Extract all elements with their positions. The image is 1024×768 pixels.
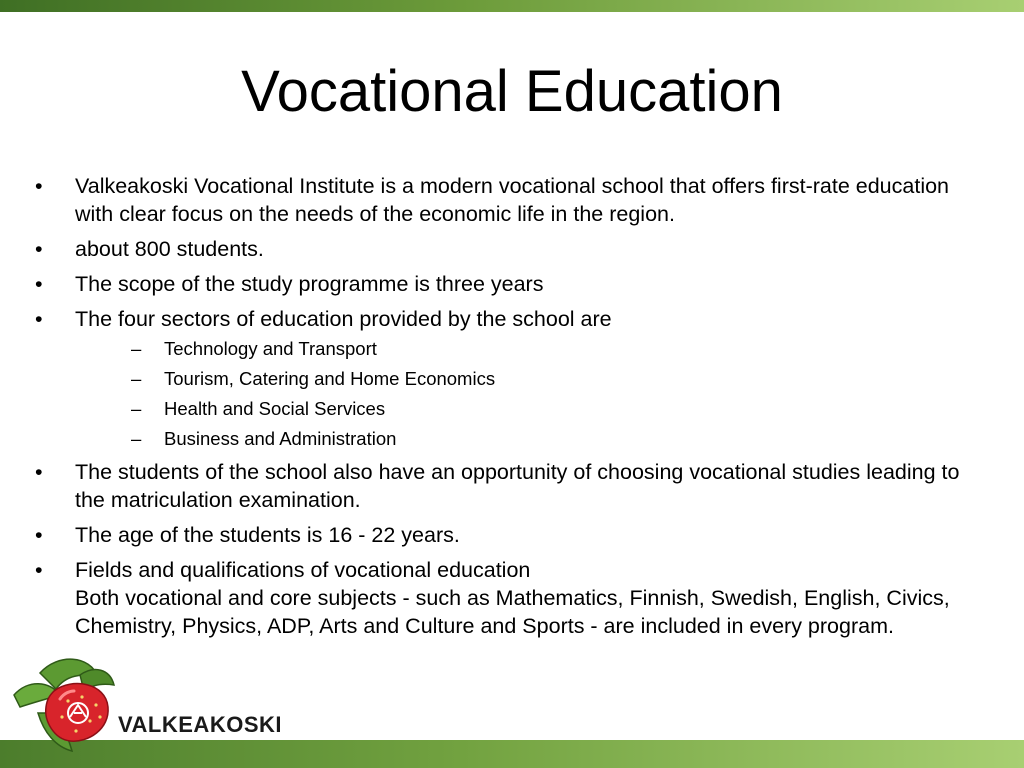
bullet-glyph: • <box>35 558 43 582</box>
sector-text: Business and Administration <box>164 428 397 449</box>
sector-text: Health and Social Services <box>164 398 386 419</box>
dash-glyph: – <box>131 428 142 449</box>
top-green-bar <box>0 0 1024 12</box>
bullet-text: The four sectors of education provided by the school are <box>75 307 612 331</box>
bullet-item <box>30 521 970 549</box>
sector-item <box>75 427 970 451</box>
sector-item <box>75 337 970 361</box>
dash-glyph: – <box>131 338 142 359</box>
sector-text: Tourism, Catering and Home Economics <box>164 368 496 389</box>
logo-text: VALKEAKOSKI <box>116 710 288 740</box>
sector-item <box>75 367 970 391</box>
bullet-text: The students of the school also have an opportunity of choosing vocational studies leading to the matriculation examination. <box>75 460 960 512</box>
bullet-glyph: • <box>35 272 43 296</box>
bullet-text: Valkeakoski Vocational Institute is a modern vocational school that offers first-rate education with clear focus on the needs of the economic life in the region. <box>75 174 950 226</box>
bullet-glyph: • <box>35 174 43 198</box>
dash-glyph: – <box>131 398 142 419</box>
sector-item <box>75 397 970 421</box>
bullet-item <box>30 270 970 298</box>
bullet-heading: Fields and qualifications of vocational education <box>75 558 531 582</box>
bullet-body: Both vocational and core subjects - such as Mathematics, Finnish, Swedish, English, Civics, Chemistry, Physics, ADP, Arts and Culture and Sports - are included in every program. <box>75 586 950 638</box>
bullet-item <box>30 458 970 514</box>
bullet-text: about 800 students. <box>75 237 264 261</box>
strawberry-icon <box>10 655 300 755</box>
bullet-item <box>30 235 970 263</box>
bullet-glyph: • <box>35 307 43 331</box>
bullet-glyph: • <box>35 523 43 547</box>
slide-content <box>30 172 970 647</box>
bullet-text: The scope of the study programme is three years <box>75 272 544 296</box>
bullet-text: The age of the students is 16 - 22 years. <box>75 523 460 547</box>
slide-title: Vocational Education <box>241 59 783 124</box>
bullet-item <box>30 556 970 640</box>
bullet-glyph: • <box>35 460 43 484</box>
sector-text: Technology and Transport <box>164 338 377 359</box>
bullet-glyph: • <box>35 237 43 261</box>
bullet-item <box>30 172 970 228</box>
bullet-item <box>30 305 970 451</box>
bullet-list <box>30 172 970 640</box>
sector-list <box>75 337 970 451</box>
dash-glyph: – <box>131 368 142 389</box>
